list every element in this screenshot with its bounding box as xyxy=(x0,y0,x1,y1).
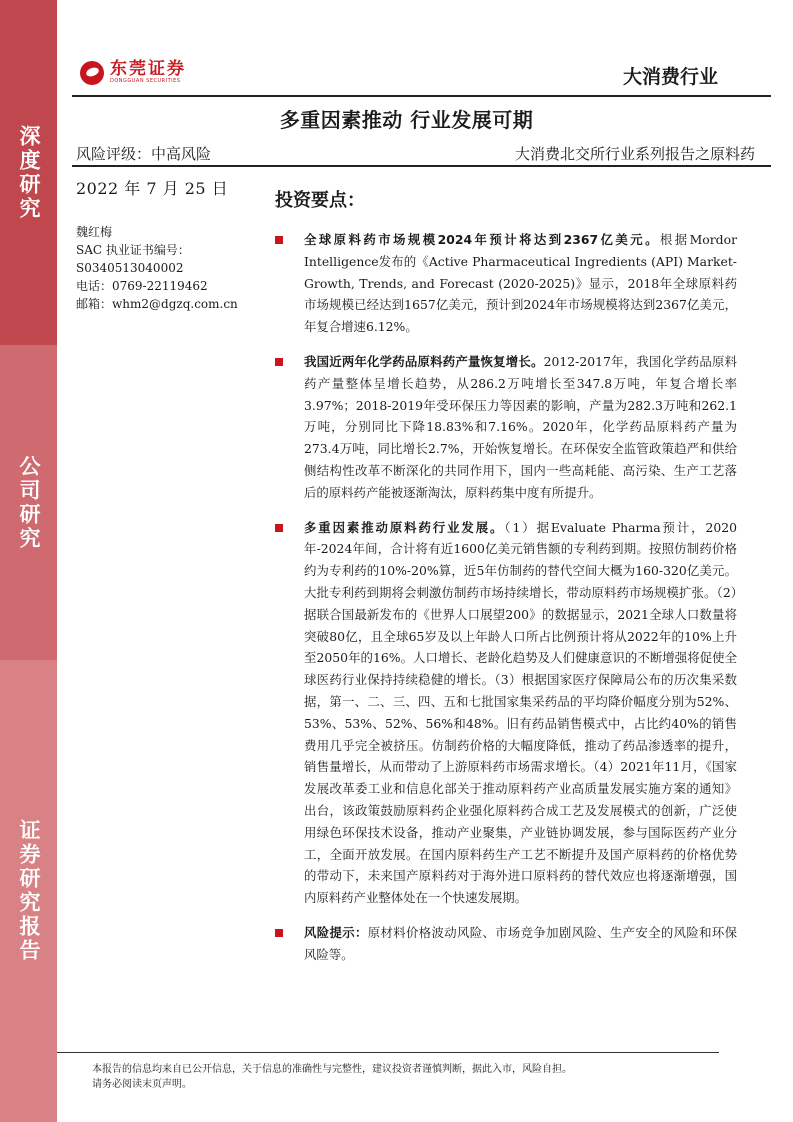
key-point xyxy=(275,517,737,909)
company-logo xyxy=(80,60,186,85)
analyst-phone: 电话：0769-22119462 xyxy=(76,279,208,293)
report-series: 大消费北交所行业系列报告之原料药 xyxy=(514,145,755,163)
sidebar-tag-securities-report: 证券研究报告 xyxy=(0,660,57,1122)
footer-divider xyxy=(57,1052,719,1053)
bullet-square-icon xyxy=(275,524,283,532)
sidebar-tag-depth-research: 深度研究 xyxy=(0,0,57,345)
report-title: 多重因素推动 行业发展可期 xyxy=(279,108,534,132)
logo-name-cn: 东莞证券 xyxy=(110,59,186,79)
logo-text xyxy=(110,60,186,85)
logo-icon xyxy=(80,61,104,85)
key-points xyxy=(275,229,737,979)
key-point-heading: 全球原料药市场规模2024年预计将达到2367亿美元。 xyxy=(304,232,660,247)
sidebar-tag-company-research: 公司研究 xyxy=(0,345,57,660)
key-point xyxy=(275,922,737,966)
analyst-email: 邮箱：whm2@dgzq.com.cn xyxy=(76,297,238,311)
cert-number: S0340513040002 xyxy=(76,261,184,275)
bullet-square-icon xyxy=(275,358,283,366)
key-point-heading: 我国近两年化学药品原料药产量恢复增长。 xyxy=(304,353,544,369)
sidebar xyxy=(0,0,57,1122)
disclaimer-line: 本报告的信息均来自已公开信息，关于信息的准确性与完整性，建议投资者谨慎判断，据此入市，风险自担。 xyxy=(92,1064,572,1075)
analyst-info xyxy=(76,223,238,313)
key-point-text: （1）据Evaluate Pharma预计，2020年-2024年间，合计将有近1600亿美元销售额的专利药到期。按照仿制药价格约为专利药的10%-20%算，近5年仿制药的替代空间大概为160-320亿美元。大批专利药到期将会刺激仿制药市场持续增长，带动原料药市场规模扩张。（2）据联合国最新发布的《世界人口展望200》的数据显示，2021全球人口数量将突破80亿，且全球65岁及以上年龄人口所占比例预计将从2022年的10%上升至2050年的16%。人口增长、老龄化趋势及人们健康意识的不断增强将促使全球医药行业保持持续稳健的增长。（3）根据国家医疗保障局公布的历次集采数据，第一、二、三、四、五和七批国家集采药品的平均降价幅度分别为52%、53%、53%、52%、56%和48%。旧有药品销售模式中，占比约40%的销售费用几乎完全被挤压。仿制药价格的大幅度降低，推动了药品渗透率的提升，销售量增长，从而带动了上游原料药市场需求增长。（4）2021年11月，《国家发展改革委工业和信息化部关于推动原料药产业高质量发展实施方案的通知》出台，该政策鼓励原料药企业强化原料药合成工艺及发展模式的创新，广泛使用绿色环保技术设备，推动产业聚集，产业链协调发展，参与国际医药产业分工，全面开放发展。在国内原料药生产工艺不断提升及国产原料药的价格优势的带动下，未来国产原料药对于海外进口原料药的替代效应也将逐渐增强，国内原料药产业整体处在一个快速发展期。 xyxy=(304,519,738,906)
key-point-heading: 多重因素推动原料药行业发展。 xyxy=(304,519,505,535)
key-point-heading: 风险提示： xyxy=(304,924,368,940)
bullet-square-icon xyxy=(275,929,283,937)
logo-name-en: DONGGUAN SECURITIES xyxy=(110,78,181,84)
key-point-text: 2012-2017年，我国化学药品原料药产量整体呈增长趋势，从286.2万吨增长至347.8万吨，年复合增长率3.97%；2018-2019年受环保压力等因素的影响，产量为282.3万吨和262.1万吨，分别同比下降18.83%和7.16%。2020年，化学药品原料药产量为273.4万吨，同比增长2.7%，开始恢复增长。在环保安全监管政策趋严和供给侧结构性改革不断深化的共同作用下，国内一些高耗能、高污染、生产工艺落后的原料药产能被逐渐淘汰，原料药集中度有所提升。 xyxy=(304,353,737,500)
key-point xyxy=(275,229,737,338)
disclaimer xyxy=(92,1062,572,1092)
disclaimer-line: 请务必阅读末页声明。 xyxy=(92,1079,192,1090)
header-divider xyxy=(72,95,771,97)
report-date: 2022 年 7 月 25 日 xyxy=(76,179,229,198)
subheader-divider xyxy=(72,165,771,167)
bullet-square-icon xyxy=(275,236,283,244)
analyst-name: 魏红梅 xyxy=(76,225,113,239)
industry-label: 大消费行业 xyxy=(622,66,718,88)
cert-label: SAC 执业证书编号： xyxy=(76,243,190,257)
section-title: 投资要点： xyxy=(275,190,365,211)
key-point xyxy=(275,351,737,504)
risk-rating: 风险评级：中高风险 xyxy=(76,145,212,163)
key-point-text: 根据Mordor Intelligence发布的《Active Pharmaceutical Ingredients (API) Market- Growth, Trends, and Forecast (2020-2025)》显示，2018年全球原料药市场规模已经达到1657亿美元，预计到2024年市场规模将达到2367亿美元，年复合增速6.12%。 xyxy=(304,232,737,335)
key-point-text: 原材料价格波动风险、市场竞争加剧风险、生产安全的风险和环保风险等。 xyxy=(304,924,738,962)
